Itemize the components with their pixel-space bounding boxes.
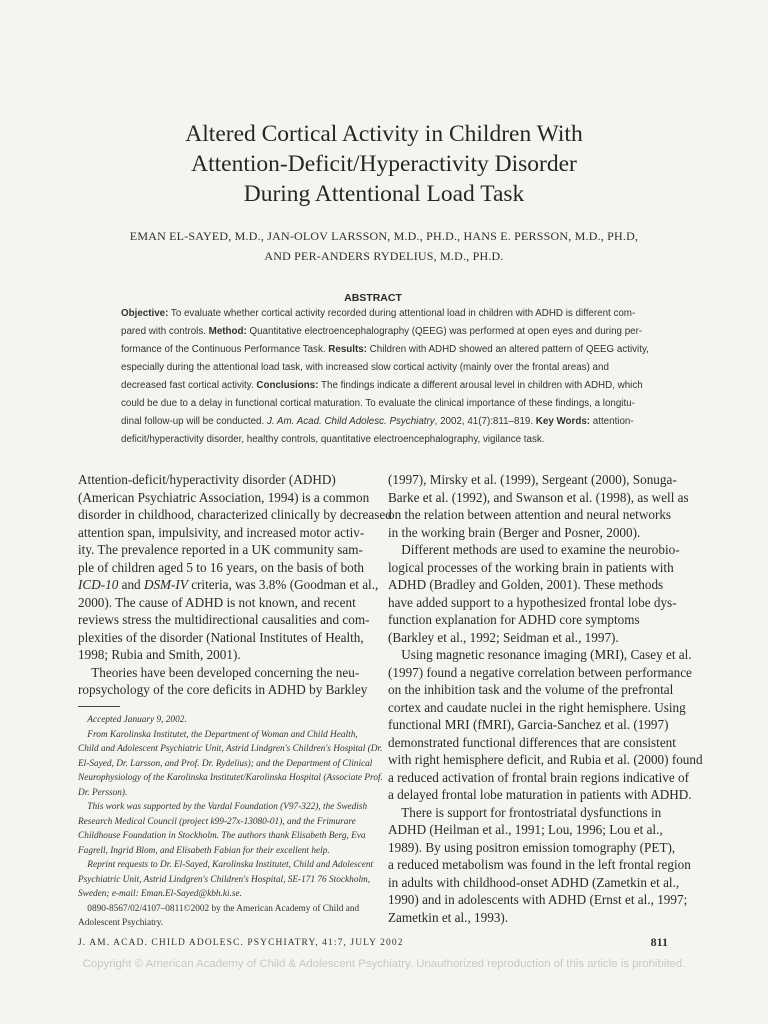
abstract-text: especially during the attentional load task, with increased slow cortical activity (mainly over the frontal areas) and (121, 362, 609, 373)
body-line: ropsychology of the core deficits in ADHD by Barkley (78, 682, 368, 697)
body-line: a delayed frontal lobe maturation in patients with ADHD. (388, 787, 692, 802)
note-affiliation: Child and Adolescent Psychiatric Unit, Astrid Lindgren's Children's Hospital (Dr. (78, 744, 383, 754)
abstract-line (121, 359, 631, 377)
journal-citation: J. Am. Acad. Child Adolesc. Psychiatry (266, 416, 435, 427)
body-line: (Barkley et al., 1992; Seidman et al., 1997). (388, 629, 619, 645)
body-line: function explanation for ADHD core symptoms (388, 612, 640, 627)
abstract-text: deficit/hyperactivity disorder, healthy controls, quantitative electroencephalography, vigilance task. (121, 434, 545, 445)
abstract-text: Children with ADHD showed an altered pattern of QEEG activity, (366, 344, 649, 355)
body-line: in adults with childhood-onset ADHD (Zametkin et al., (388, 874, 680, 890)
note-affiliation: From Karolinska Institutet, the Department of Woman and Child Health, (78, 729, 358, 740)
abstract-line (121, 323, 643, 341)
abstract-label-conclusions: Conclusions: (256, 380, 319, 391)
title-line: Attention-Deficit/Hyperactivity Disorder (191, 151, 577, 177)
abstract-label-objective: Objective: (121, 308, 169, 319)
note-funding: Fagrell, Ingrid Blom, and Elisabeth Fabian for their excellent help. (78, 845, 330, 856)
body-line: a reduced metabolism was found in the left frontal region (388, 857, 691, 872)
body-line: 1998; Rubia and Smith, 2001). (78, 647, 241, 662)
author-list (0, 226, 768, 266)
abstract-line (121, 395, 635, 413)
abstract-text: To evaluate whether cortical activity recorded during attentional load in children with ADHD is different com- (168, 308, 636, 319)
abstract-line (121, 341, 649, 359)
body-line: ity. The prevalence reported in a UK community sam- (78, 542, 363, 557)
abstract-heading: ABSTRACT (344, 292, 402, 304)
abstract-text: , 2002, 41(7):811–819. (434, 416, 536, 427)
body-line: ADHD (Heilman et al., 1991; Lou, 1996; Lou et al., (388, 822, 663, 837)
article-title (0, 119, 768, 209)
body-line: 2000). The cause of ADHD is not known, and recent (78, 594, 356, 610)
abstract-text: formance of the Continuous Performance Task. (121, 344, 329, 355)
author-line: AND PER-ANDERS RYDELIUS, M.D., PH.D. (264, 249, 504, 263)
abstract-body (121, 305, 649, 449)
body-line: disorder in childhood, characterized clinically by decreased (78, 507, 392, 522)
body-line (78, 576, 379, 594)
body-line: (1997), Mirsky et al. (1999), Sergeant (2000), Sonuga- (388, 472, 677, 487)
abstract-label-results: Results: (328, 344, 367, 355)
body-line: 1990) and in adolescents with ADHD (Ernst et al., 1997; (388, 892, 688, 907)
body-line: plexities of the disorder (National Institutes of Health, (78, 629, 364, 645)
abstract-label-method: Method: (208, 326, 247, 337)
italic-term: ICD-10 (78, 577, 119, 592)
title-line: Altered Cortical Activity in Children With (185, 121, 583, 147)
abstract-text: decreased fast cortical activity. (121, 380, 257, 391)
body-line: reviews stress the multidirectional causalities and com- (78, 612, 370, 627)
body-line: (American Psychiatric Association, 1994) is a common (78, 489, 370, 505)
running-footer: J. AM. ACAD. CHILD ADOLESC. PSYCHIATRY, 41:7, JULY 2002 (78, 938, 404, 948)
note-copyright: 0890-8567/02/4107–0811©2002 by the American Academy of Child and (78, 903, 360, 914)
page-number: 811 (650, 935, 668, 949)
title-line: During Attentional Load Task (243, 181, 525, 207)
abstract-text: dinal follow-up will be conducted. (121, 416, 267, 427)
body-line: Using magnetic resonance imaging (MRI), Casey et al. (388, 647, 692, 662)
note-funding: Childhouse Foundation in Stockholm. The authors thank Elisabeth Berg, Eva (78, 831, 366, 841)
left-column (78, 471, 392, 699)
note-copyright: Adolescent Psychiatry. (78, 918, 164, 928)
body-text: criteria, was 3.8% (Goodman et al., (187, 577, 379, 592)
note-reprint: Reprint requests to Dr. El-Sayed, Karolinska Institutet, Child and Adolescent (78, 860, 374, 870)
abstract-line (121, 431, 631, 449)
body-line: cortex and caudate nuclei in the right hemisphere. Using (388, 699, 686, 715)
body-line: ple of children aged 5 to 16 years, on the basis of both (78, 559, 365, 575)
body-line: Zametkin et al., 1993). (388, 909, 509, 925)
note-reprint: Psychiatric Unit, Astrid Lindgren's Children's Hospital, SE-171 76 Stockholm, (78, 874, 371, 885)
body-text: and (118, 577, 144, 592)
abstract-text: Quantitative electroencephalography (QEEG) was performed at open eyes and during per- (246, 326, 643, 337)
body-line: a reduced activation of frontal brain regions indicative of (388, 769, 689, 785)
note-affiliation: El-Sayed, Dr. Larsson, and Prof. Dr. Rydelius); and the Department of Clinical (78, 758, 373, 769)
author-line: EMAN EL-SAYED, M.D., JAN-OLOV LARSSON, M.D., PH.D., HANS E. PERSSON, M.D., PH.D, (129, 229, 639, 243)
abstract-text: The findings indicate a different arousal level in children with ADHD, which (318, 380, 643, 391)
body-line: with right hemisphere deficit, and Rubia et al. (2000) found (388, 752, 703, 767)
abstract-line (121, 377, 643, 395)
footnotes (78, 713, 383, 931)
right-column (388, 471, 703, 926)
note-accepted: Accepted January 9, 2002. (78, 715, 187, 725)
body-line: Barke et al. (1992), and Swanson et al. (1998), as well as (388, 489, 689, 505)
abstract-line (121, 305, 636, 323)
body-line: have added support to a hypothesized frontal lobe dys- (388, 594, 677, 610)
abstract-text: attention- (590, 416, 634, 427)
body-line: ADHD (Bradley and Golden, 2001). These methods (388, 577, 664, 592)
abstract-text: pared with controls. (121, 326, 209, 337)
body-line: Theories have been developed concerning the neu- (78, 664, 360, 680)
footnote-divider (78, 706, 120, 707)
body-line: on the relation between attention and neural networks (388, 507, 672, 522)
abstract-text: could be due to a delay in functional cortical maturation. To evaluate the clinical importance of these findings, a longitu- (121, 398, 635, 409)
copyright-watermark: Copyright © American Academy of Child & Adolescent Psychiatry. Unauthorized reproduction of this article is prohibited. (82, 958, 686, 970)
body-line: Attention-deficit/hyperactivity disorder (ADHD) (78, 472, 336, 487)
body-line: attention span, impulsivity, and increased motor activ- (78, 524, 365, 540)
note-funding: This work was supported by the Vardal Foundation (V97-322), the Swedish (78, 802, 368, 812)
note-affiliation: Dr. Persson). (78, 787, 128, 798)
note-funding: Research Medical Council (project k99-27x-13080-01), and the Frimurare (78, 816, 356, 827)
note-reprint: Sweden; e-mail: Eman.El-Sayed@kbh.ki.se. (78, 889, 242, 899)
body-line: Different methods are used to examine the neurobio- (388, 542, 680, 557)
body-line: 1989). By using positron emission tomography (PET), (388, 839, 676, 855)
body-line: in the working brain (Berger and Posner, 2000). (388, 524, 641, 540)
body-line: There is support for frontostriatal dysfunctions in (388, 804, 662, 820)
body-line: logical processes of the working brain in patients with (388, 559, 674, 575)
body-line: functional MRI (fMRI), Garcia-Sanchez et al. (1997) (388, 717, 669, 732)
body-line: (1997) found a negative correlation between performance (388, 664, 692, 680)
body-line: on the inhibition task and the volume of the prefrontal (388, 682, 674, 697)
body-line: demonstrated functional differences that are consistent (388, 734, 676, 750)
abstract-line (121, 413, 634, 431)
italic-term: DSM-IV (143, 577, 188, 592)
note-affiliation: Neurophysiology of the Karolinska Institutet/Karolinska Hospital (Associate Prof. (78, 773, 383, 783)
abstract-label-keywords: Key Words: (535, 416, 591, 427)
